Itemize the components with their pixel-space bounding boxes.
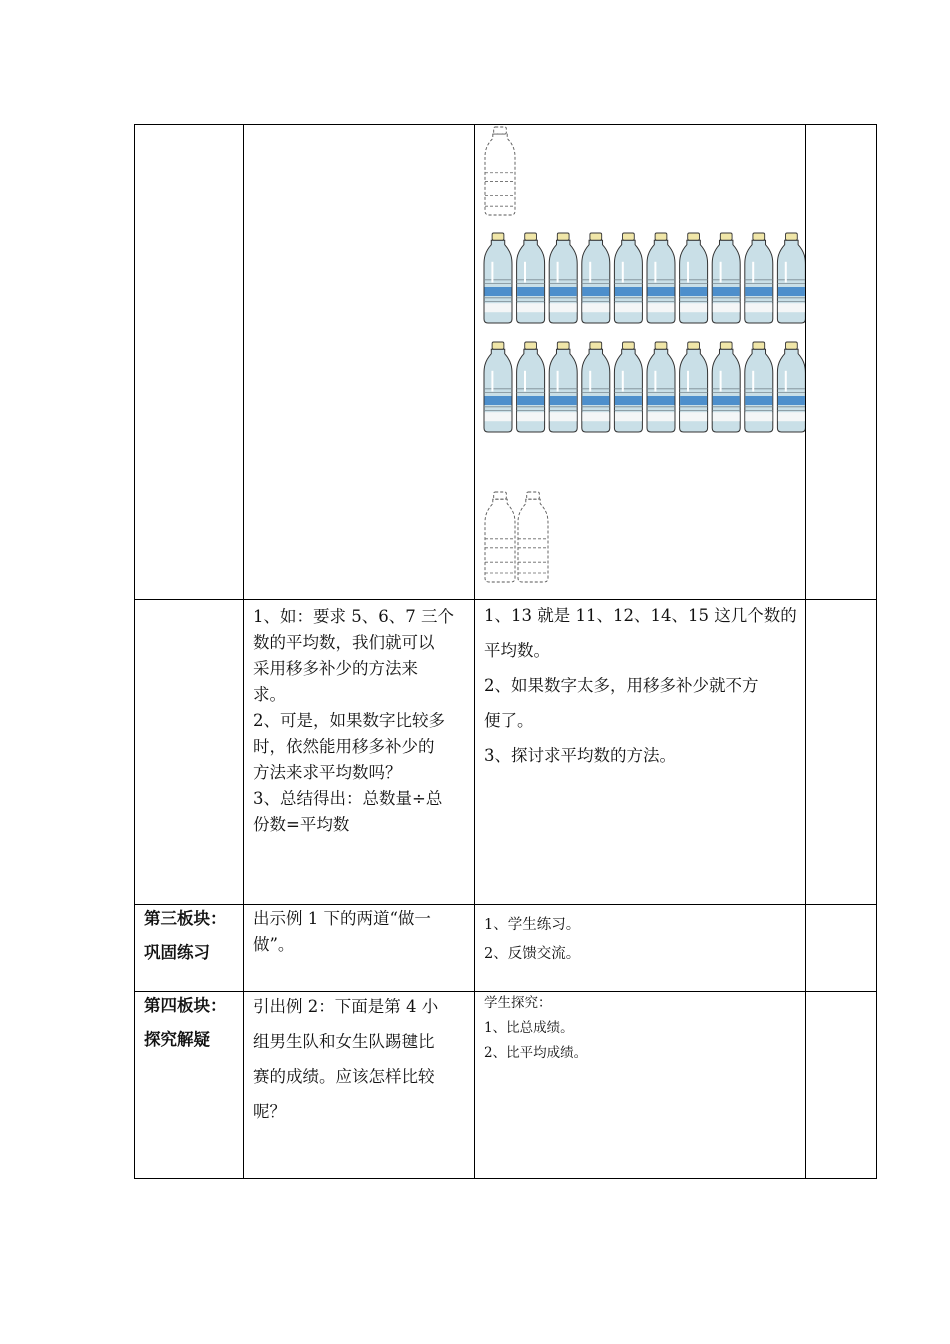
water-bottle-icon: [777, 233, 805, 323]
text-line: 3、总结得出：总数量÷总: [253, 789, 443, 808]
bottle-illustration: [475, 125, 805, 599]
water-bottle-icon: [745, 342, 773, 432]
text-line: 呢？: [253, 1102, 286, 1121]
text-line: 出示例 1 下的两道“做一: [253, 909, 431, 928]
water-bottle-icon: [712, 342, 740, 432]
text-line: 1、比总成绩。: [484, 1020, 574, 1036]
water-bottle-icon: [484, 233, 512, 323]
section-label-row3: [144, 902, 242, 970]
water-bottle-icon: [680, 233, 708, 323]
water-bottle-icon: [647, 342, 675, 432]
water-bottle-icon: [549, 342, 577, 432]
water-bottle-icon: [614, 233, 642, 323]
section-title: 第三板块：: [144, 909, 227, 928]
water-bottle-icon: [680, 342, 708, 432]
text-line: 采用移多补少的方法来: [253, 659, 418, 678]
text-line: 学生探究：: [484, 995, 552, 1011]
water-bottle-icon: [517, 342, 545, 432]
text-line: 数的平均数，我们就可以: [253, 633, 435, 652]
text-line: 2、反馈交流。: [484, 946, 581, 962]
text-line: 方法来求平均数吗？: [253, 763, 402, 782]
text-line: 2、比平均成绩。: [484, 1045, 588, 1061]
text-line: 1、学生练习。: [484, 917, 581, 933]
water-bottle-icon: [647, 233, 675, 323]
section-title: 第四板块：: [144, 996, 227, 1015]
water-bottle-icon: [517, 233, 545, 323]
empty-bottle-icon: [485, 492, 515, 582]
text-line: 时，依然能用移多补少的: [253, 737, 435, 756]
empty-bottle-icon: [518, 492, 548, 582]
section-subtitle: 探究解疑: [144, 1030, 210, 1049]
water-bottle-icon: [712, 233, 740, 323]
water-bottle-icon: [777, 342, 805, 432]
text-line: 组男生队和女生队踢毽比: [253, 1032, 435, 1051]
text-line: 便了。: [484, 711, 534, 730]
student-activity-row4: [484, 991, 804, 1066]
section-subtitle: 巩固练习: [144, 943, 210, 962]
water-bottle-icon: [582, 342, 610, 432]
text-line: 求。: [253, 685, 286, 704]
text-line: 引出例 2：下面是第 4 小: [253, 997, 439, 1016]
water-bottle-icon: [614, 342, 642, 432]
section-label-row4: [144, 989, 242, 1057]
water-bottle-icon: [484, 342, 512, 432]
water-bottle-icon: [549, 233, 577, 323]
text-line: 3、探讨求平均数的方法。: [484, 746, 676, 765]
student-activity-row3: [484, 911, 804, 969]
text-line: 2、如果数字太多，用移多补少就不方: [484, 676, 759, 695]
text-line: 1、如：要求 5、6、7 三个: [253, 607, 454, 626]
text-line: 2、可是，如果数字比较多: [253, 711, 445, 730]
text-line: 做”。: [253, 935, 295, 954]
teacher-activity-row2: [253, 604, 473, 838]
empty-bottle-icon: [485, 127, 515, 215]
bottles-svg: [475, 125, 805, 599]
text-line: 赛的成绩。应该怎样比较: [253, 1067, 435, 1086]
water-bottle-icon: [745, 233, 773, 323]
water-bottle-icon: [582, 233, 610, 323]
text-line: 平均数。: [484, 641, 550, 660]
teacher-activity-row3: [253, 906, 473, 958]
student-activity-row2: [484, 598, 804, 773]
text-line: 1、13 就是 11、12、14、15 这几个数的: [484, 606, 797, 625]
text-line: 份数=平均数: [253, 815, 350, 834]
teacher-activity-row4: [253, 989, 473, 1129]
